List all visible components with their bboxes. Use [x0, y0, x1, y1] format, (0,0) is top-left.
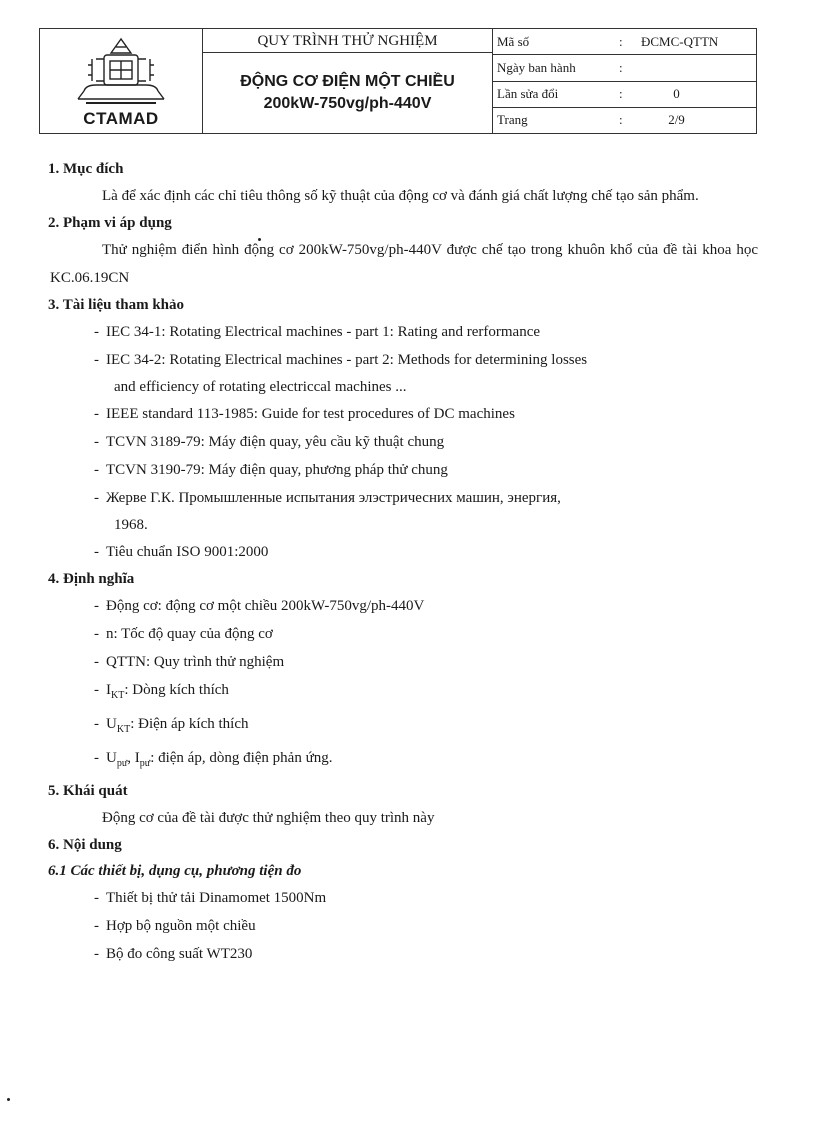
doc-title-line1: ĐỘNG CƠ ĐIỆN MỘT CHIỀU	[240, 73, 455, 90]
list-item-text: TCVN 3189-79: Máy điện quay, yêu cầu kỹ thuật chung	[106, 434, 445, 450]
upu-text: : điện áp, dòng điện phản ứng.	[150, 750, 333, 766]
list-dash: -	[94, 946, 99, 962]
list-item	[48, 318, 758, 346]
list-dash: -	[94, 544, 99, 560]
list-item	[48, 346, 758, 400]
list-item-text: IEC 34-1: Rotating Electrical machines - part 1: Rating and rerformance	[106, 324, 541, 340]
ukt-symbol: U	[106, 716, 117, 732]
meta-colon: :	[619, 33, 623, 49]
list-item	[48, 456, 758, 484]
section-text-scope: Thử nghiệm điển hình động cơ 200kW-750vg/ph-440V được chế tạo trong khuôn khổ của đề tài khoa học KC.06.19CN	[50, 242, 758, 286]
list-dash: -	[94, 626, 99, 642]
brand-name: CTAMAD	[83, 109, 159, 128]
section-text-overview: Động cơ của đề tài được thử nghiệm theo quy trình này	[102, 810, 435, 826]
list-item-text: IEC 34-2: Rotating Electrical machines - part 2: Methods for determining losses	[106, 352, 588, 368]
list-item-text: Tiêu chuẩn ISO 9001:2000	[106, 544, 269, 560]
list-dash: -	[94, 462, 99, 478]
meta-table	[493, 29, 756, 133]
ikt-subscript: KT	[111, 690, 125, 701]
meta-label: Mã số	[497, 33, 530, 49]
list-item-text: TCVN 3190-79: Máy điện quay, phương pháp thử chung	[106, 462, 448, 478]
meta-row-issue-date	[493, 55, 756, 81]
list-dash: -	[94, 598, 99, 614]
list-item	[48, 884, 758, 912]
scan-speck	[7, 1098, 10, 1101]
upu-symbol: U	[106, 750, 117, 766]
meta-row-code	[493, 29, 756, 55]
meta-value: 0	[673, 86, 680, 102]
logo-cell	[40, 29, 203, 133]
meta-label: Trang	[497, 112, 528, 128]
title-cell	[203, 29, 493, 133]
list-dash: -	[94, 434, 99, 450]
meta-colon: :	[619, 59, 623, 75]
ikt-text: : Dòng kích thích	[124, 682, 229, 698]
ukt-text: : Điện áp kích thích	[130, 716, 249, 732]
meta-colon: :	[619, 86, 623, 102]
doc-title	[203, 53, 492, 133]
definitions-list	[48, 592, 758, 778]
section-heading-purpose: 1. Mục đích	[48, 161, 124, 177]
doc-type: QUY TRÌNH THỬ NGHIỆM	[203, 29, 492, 53]
list-item	[48, 400, 758, 428]
list-dash: -	[94, 490, 99, 506]
meta-value: ĐCMC-QTTN	[641, 33, 719, 49]
list-item-text: Hợp bộ nguồn một chiều	[106, 918, 256, 934]
references-list	[48, 318, 758, 566]
list-dash: -	[94, 406, 99, 422]
section-text-purpose: Là để xác định các chỉ tiêu thông số kỹ thuật của động cơ và đánh giá chất lượng chế tạo sản phẩm.	[102, 188, 699, 204]
section-heading-scope: 2. Phạm vi áp dụng	[48, 215, 172, 231]
ikt-symbol: I	[106, 682, 111, 698]
list-item-continuation: and efficiency of rotating electriccal machines ...	[114, 379, 407, 395]
meta-row-page	[493, 108, 756, 133]
list-item	[48, 940, 758, 968]
list-item	[48, 676, 758, 710]
list-item	[48, 620, 758, 648]
list-item-text: Bộ đo công suất WT230	[106, 946, 253, 962]
list-item-text: Thiết bị thử tải Dinamomet 1500Nm	[106, 890, 327, 906]
list-dash: -	[94, 716, 99, 732]
list-item-text: QTTN: Quy trình thử nghiệm	[106, 654, 285, 670]
upu-subscript: pư	[116, 758, 128, 769]
ctamad-logo-icon	[56, 35, 186, 107]
section-heading-definitions: 4. Định nghĩa	[48, 571, 135, 587]
list-item-continuation: 1968.	[114, 517, 148, 533]
list-item-text: n: Tốc độ quay của động cơ	[106, 626, 273, 642]
list-dash: -	[94, 654, 99, 670]
subsection-heading-equipment: 6.1 Các thiết bị, dụng cụ, phương tiện đo	[48, 863, 302, 879]
ipu-symbol: , I	[127, 750, 140, 766]
ipu-subscript: pư	[139, 758, 151, 769]
section-heading-content: 6. Nội dung	[48, 837, 122, 853]
scan-speck	[258, 238, 261, 241]
list-item	[48, 648, 758, 676]
meta-value: 2/9	[668, 112, 685, 128]
meta-label: Ngày ban hành	[497, 59, 576, 75]
list-dash: -	[94, 890, 99, 906]
list-dash: -	[94, 918, 99, 934]
meta-row-revision	[493, 82, 756, 108]
ukt-subscript: KT	[116, 724, 131, 735]
meta-colon: :	[619, 112, 623, 128]
list-item	[48, 538, 758, 566]
section-heading-overview: 5. Khái quát	[48, 783, 128, 799]
list-item	[48, 592, 758, 620]
list-dash: -	[94, 324, 99, 340]
equipment-list	[48, 884, 758, 968]
doc-title-line2: 200kW-750vg/ph-440V	[263, 95, 432, 112]
section-heading-references: 3. Tài liệu tham khảo	[48, 297, 185, 313]
list-item-text: IEEE standard 113-1985: Guide for test procedures of DC machines	[106, 406, 515, 422]
list-item-text: Жерве Г.К. Промышленные испытания элэстричесних машин, энергия,	[106, 490, 561, 506]
list-dash: -	[94, 682, 99, 698]
list-item	[48, 484, 758, 538]
list-item	[48, 912, 758, 940]
document-body	[48, 156, 758, 968]
document-header	[39, 28, 757, 134]
list-item	[48, 744, 758, 778]
list-dash: -	[94, 352, 99, 368]
list-item	[48, 710, 758, 744]
meta-label: Lần sửa đổi	[497, 86, 559, 102]
list-dash: -	[94, 750, 99, 766]
list-item	[48, 428, 758, 456]
list-item-text: Động cơ: động cơ một chiều 200kW-750vg/ph-440V	[106, 598, 425, 614]
